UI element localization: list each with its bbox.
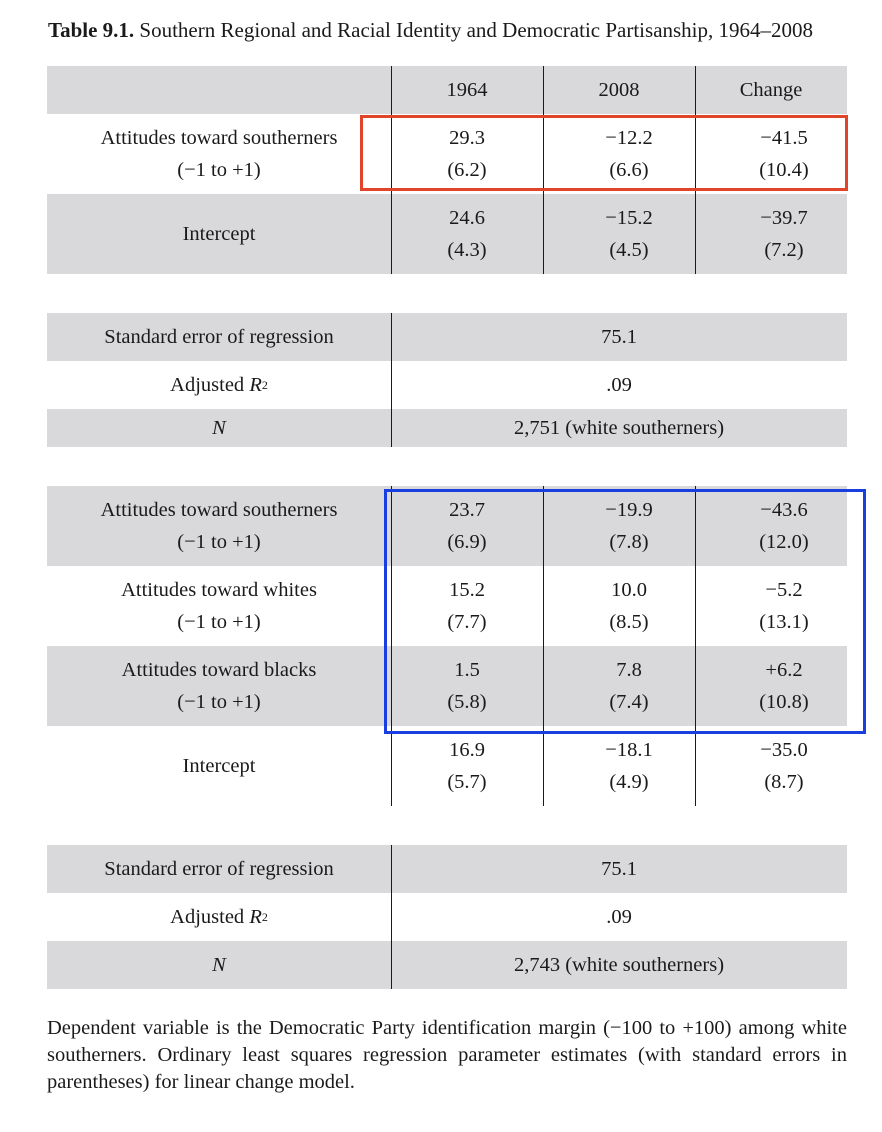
se-value: (4.5): [609, 239, 649, 261]
se-value: (6.9): [447, 531, 487, 553]
table-row: [47, 941, 847, 989]
se-value: (5.8): [447, 691, 487, 713]
table-row: [47, 361, 847, 409]
table-note: Dependent variable is the Democratic Party identification margin (−100 to +100) among white southerners. Ordinary least squares regression parameter estimates (with standard errors in parentheses) for linear change model.: [47, 1017, 847, 1093]
se-value: (7.8): [609, 531, 649, 553]
row-label: Standard error of regression: [104, 326, 334, 348]
stat-value: 2,743 (white southerners): [513, 953, 725, 976]
se-value: (7.7): [447, 611, 487, 633]
se-value: (13.1): [759, 611, 809, 633]
coef-value: −19.9: [605, 499, 653, 521]
table-title: [48, 18, 813, 43]
row-label: N: [212, 954, 226, 976]
coef-value: −39.7: [760, 207, 808, 229]
row-label: Intercept: [182, 223, 256, 245]
column-header-2008: 2008: [598, 78, 640, 101]
table-row: [47, 893, 847, 941]
row-label: Intercept: [182, 755, 256, 777]
coef-value: 7.8: [616, 659, 642, 681]
row-label: Attitudes toward southerners (−1 to +1): [100, 499, 338, 553]
coef-value: 23.7: [449, 499, 485, 521]
row-label: Attitudes toward blacks (−1 to +1): [121, 659, 317, 713]
column-divider: [391, 313, 392, 447]
header-row: [47, 66, 847, 114]
se-value: (8.5): [609, 611, 649, 633]
row-label: Standard error of regression: [104, 858, 334, 880]
se-value: (6.2): [447, 159, 487, 181]
coef-value: −35.0: [760, 739, 808, 761]
se-value: (7.2): [764, 239, 804, 261]
highlight-box-blue: [384, 489, 866, 734]
row-label: N: [212, 417, 226, 439]
coef-value: −12.2: [605, 127, 653, 149]
row-label: Adjusted R 2: [170, 374, 268, 396]
coef-value: +6.2: [765, 659, 803, 681]
column-divider: [391, 845, 392, 989]
row-label: Attitudes toward whites (−1 to +1): [121, 579, 317, 633]
highlight-box-red: [360, 115, 848, 191]
stat-value: .09: [606, 373, 632, 396]
se-value: (12.0): [759, 531, 809, 553]
column-header-1964: 1964: [446, 78, 488, 101]
coef-value: −43.6: [760, 499, 808, 521]
table-row: [47, 313, 847, 361]
row-label: Adjusted R 2: [170, 906, 268, 928]
se-value: (10.4): [759, 159, 809, 181]
table-row: [47, 726, 847, 806]
coef-value: −18.1: [605, 739, 653, 761]
se-value: (4.9): [609, 771, 649, 793]
se-value: (8.7): [764, 771, 804, 793]
se-value: (5.7): [447, 771, 487, 793]
stat-value: 2,751 (white southerners): [513, 416, 725, 439]
coef-value: 1.5: [454, 659, 480, 681]
model2-fit-statistics: [47, 845, 847, 989]
table-caption: Southern Regional and Racial Identity and Democratic Partisanship, 1964–2008: [139, 18, 814, 42]
table-number: Table 9.1.: [48, 18, 135, 42]
model1-fit-statistics: [47, 313, 847, 447]
coef-value: −41.5: [760, 127, 808, 149]
table-row: [47, 409, 847, 447]
se-value: (10.8): [759, 691, 809, 713]
table-row: [47, 845, 847, 893]
coef-value: 15.2: [449, 579, 485, 601]
coef-value: 29.3: [449, 127, 485, 149]
coef-value: 16.9: [449, 739, 485, 761]
coef-value: 10.0: [611, 579, 647, 601]
stat-value: .09: [606, 905, 632, 928]
coef-value: −15.2: [605, 207, 653, 229]
se-value: (6.6): [609, 159, 649, 181]
row-label: Attitudes toward southerners (−1 to +1): [100, 127, 338, 181]
column-header-change: Change: [739, 78, 803, 101]
stat-value: 75.1: [601, 325, 637, 348]
stat-value: 75.1: [601, 857, 637, 880]
table-row: [47, 194, 847, 274]
coef-value: −5.2: [765, 579, 803, 601]
se-value: (4.3): [447, 239, 487, 261]
se-value: (7.4): [609, 691, 649, 713]
coef-value: 24.6: [449, 207, 485, 229]
